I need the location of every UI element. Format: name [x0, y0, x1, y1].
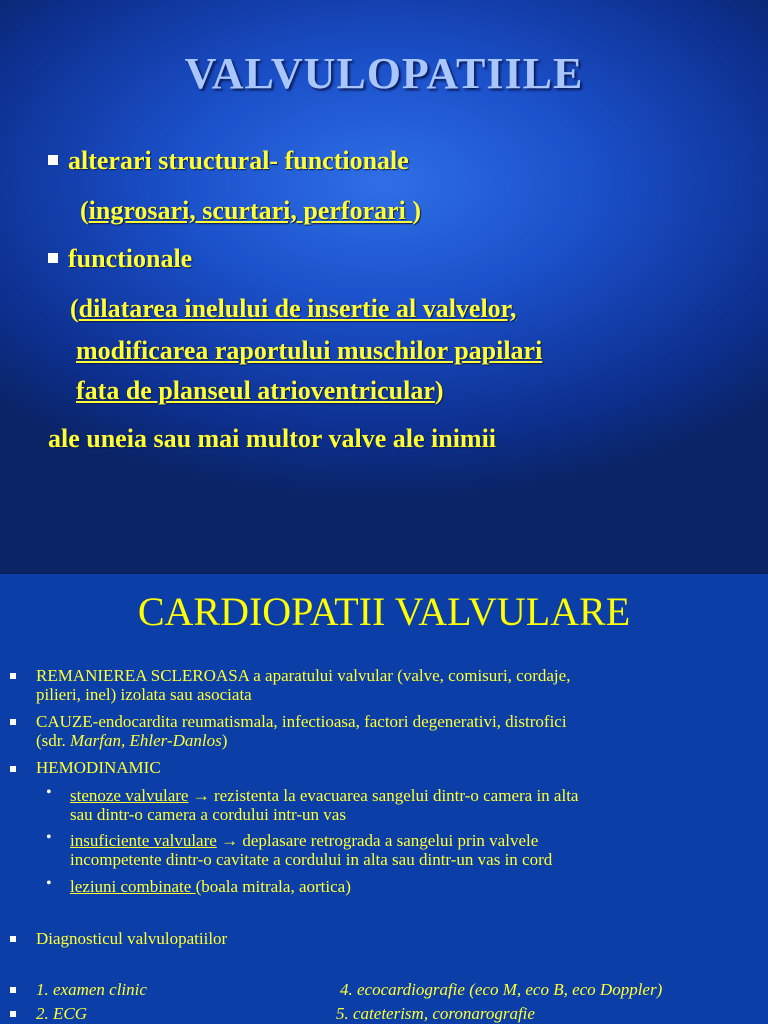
- functional-detail-text-3: fata de planseul atrioventricular: [76, 376, 435, 405]
- paren-close: ): [412, 196, 422, 225]
- point-cauze-syndromes: Marfan, Ehler-Danlos: [70, 731, 222, 750]
- structural-detail-text: ingrosari, scurtari, perforari: [88, 196, 413, 225]
- bullet-structural: [48, 146, 409, 176]
- square-bullet-icon: [48, 155, 58, 165]
- point-hemodinamic: HEMODINAMIC: [36, 758, 161, 777]
- square-bullet-icon: [10, 1011, 16, 1017]
- slide1-title: VALVULOPATIILE: [184, 49, 584, 98]
- diag-item-4: 4. ecocardiografie (eco M, eco B, eco Doppler): [340, 980, 663, 999]
- square-bullet-icon: [48, 253, 58, 263]
- square-bullet-icon: [10, 987, 16, 993]
- diag-item-1: 1. examen clinic: [36, 980, 147, 999]
- slide2-title: CARDIOPATII VALVULARE: [137, 589, 631, 634]
- sub-insuficiente-rest: → deplasare retrograda a sangelui prin valvele: [216, 831, 539, 850]
- point-cauze-line1: CAUZE-endocardita reumatismala, infectioasa, factori degenerativi, distrofici: [36, 712, 567, 731]
- sub-stenoze-term: stenoze valvulare: [70, 786, 189, 805]
- point-diagnostic: Diagnosticul valvulopatiilor: [36, 929, 228, 948]
- bullet-structural-text: alterari structural- functionale: [68, 146, 409, 175]
- square-bullet-icon: [10, 719, 16, 725]
- paren-close: ): [434, 376, 444, 405]
- point-cauze: [36, 712, 766, 750]
- paren-open: (: [80, 196, 89, 225]
- sub-stenoze: [70, 786, 760, 824]
- point-remanierea-rest: a aparatului valvular (valve, comisuri, cordaje,: [249, 666, 571, 685]
- point-cauze-line2-a: (sdr.: [36, 731, 70, 750]
- point-remanierea: [36, 666, 756, 704]
- functional-detail-text-2: modificarea raportului muschilor papilari: [76, 336, 543, 365]
- functional-detail-line1: [70, 294, 516, 324]
- slide-divider: [0, 572, 768, 574]
- paren-open: (: [70, 294, 79, 323]
- functional-detail-text-1: dilatarea inelului de insertie al valvelor,: [78, 294, 517, 323]
- sub-insuficiente-term: insuficiente valvulare: [70, 831, 217, 850]
- square-bullet-icon: [10, 673, 16, 679]
- sub-insuficiente-line2: incompetente dintr-o cavitate a cordului in alta sau dintr-un vas in cord: [70, 850, 553, 869]
- dot-bullet-icon: •: [46, 875, 52, 892]
- bullet-functional: [48, 244, 192, 274]
- point-remanierea-bold: REMANIEREA SCLEROASA: [36, 666, 249, 685]
- point-remanierea-line2: pilieri, inel) izolata sau asociata: [36, 685, 252, 704]
- diag-item-2: 2. ECG: [36, 1004, 87, 1023]
- sub-leziuni-rest: (boala mitrala, aortica): [195, 877, 351, 896]
- conclusion-text: ale uneia sau mai multor valve ale inimii: [48, 424, 497, 453]
- square-bullet-icon: [10, 936, 16, 942]
- point-cauze-line2-b: ): [221, 731, 228, 750]
- bullet-functional-text: functionale: [68, 244, 193, 273]
- sub-leziuni-term: leziuni combinate: [70, 877, 196, 896]
- sub-leziuni: [70, 877, 351, 896]
- sub-insuficiente: [70, 831, 760, 869]
- structural-detail: [80, 196, 421, 226]
- functional-detail-line2: [76, 336, 542, 366]
- diag-item-5: 5. cateterism, coronarografie: [336, 1004, 535, 1023]
- sub-stenoze-line2: sau dintr-o camera a cordului intr-un vas: [70, 805, 346, 824]
- square-bullet-icon: [10, 766, 16, 772]
- sub-stenoze-rest: → rezistenta la evacuarea sangelui dintr-o camera in alta: [188, 786, 579, 805]
- dot-bullet-icon: •: [46, 784, 52, 801]
- dot-bullet-icon: •: [46, 829, 52, 846]
- functional-detail-line3: [76, 376, 444, 406]
